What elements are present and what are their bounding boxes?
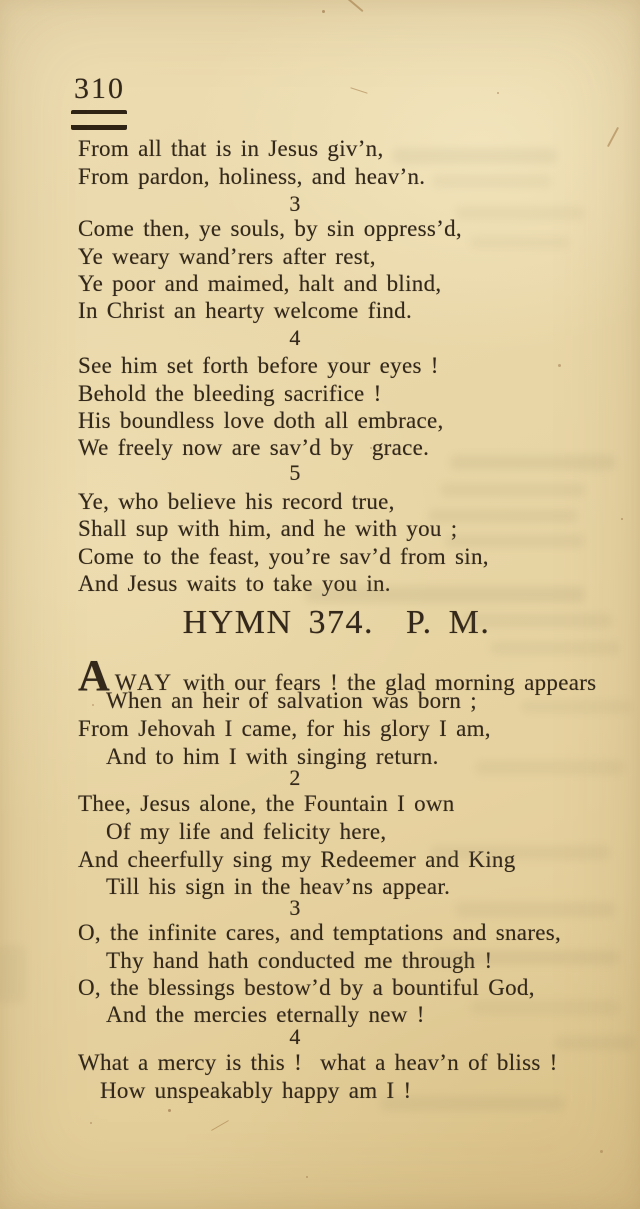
bleed-through-smudge <box>470 1000 620 1015</box>
verse-line: Behold the bleeding sacrifice ! <box>78 381 382 406</box>
verse-line: Ye, who believe his record true, <box>78 489 395 514</box>
stanza-number: 3 <box>289 895 301 920</box>
verse-line: See him set forth before your eyes ! <box>78 353 439 378</box>
verse-line: His boundless love doth all embrace, <box>78 408 444 433</box>
verse-line: Of my life and felicity here, <box>106 819 387 844</box>
stanza-number: 3 <box>289 191 301 216</box>
foxing-speck <box>322 10 325 13</box>
stanza-number: 4 <box>289 325 301 350</box>
foxing-speck <box>600 1150 603 1153</box>
verse-line: What a mercy is this ! what a heav’n of bliss ! <box>78 1050 558 1075</box>
verse-line: And Jesus waits to take you in. <box>78 571 391 596</box>
bleed-through-smudge <box>0 945 26 1003</box>
verse-line: We freely now are sav’d by grace. <box>78 435 430 460</box>
verse-line: How unspeakably happy am I ! <box>100 1078 412 1103</box>
foxing-speck <box>92 704 94 706</box>
bleed-through-smudge <box>432 174 552 188</box>
page-number-rule <box>71 110 127 130</box>
foxing-speck <box>558 364 561 367</box>
bleed-through-smudge <box>520 700 632 714</box>
foxing-speck <box>497 92 499 94</box>
verse-line: From Jehovah I came, for his glory I am, <box>78 716 491 741</box>
verse-line: In Christ an hearty welcome find. <box>78 298 413 323</box>
paper-fiber <box>211 1120 229 1131</box>
foxing-speck <box>621 518 623 520</box>
stanza-number: 4 <box>289 1024 301 1049</box>
bleed-through-smudge <box>392 148 557 164</box>
verse-line: Thee, Jesus alone, the Fountain I own <box>78 791 455 816</box>
stanza-number: 2 <box>289 765 301 790</box>
paper-fiber <box>342 0 363 12</box>
verse-line: O, the infinite cares, and temptations and snares, <box>78 920 562 945</box>
bleed-through-smudge <box>470 236 570 249</box>
foxing-speck <box>90 1122 92 1124</box>
paper-fiber <box>350 87 367 94</box>
verse-line: And cheerfully sing my Redeemer and King <box>78 847 516 872</box>
verse-line: Ye weary wand’rers after rest, <box>78 244 376 269</box>
drop-cap: A <box>78 651 110 700</box>
page-number: 310 <box>74 72 125 105</box>
verse-line: And the mercies eternally new ! <box>106 1002 425 1027</box>
paper-fiber <box>607 127 619 147</box>
verse-line: From all that is in Jesus giv’n, <box>78 136 384 161</box>
verse-line: Ye poor and maimed, halt and blind, <box>78 271 442 296</box>
foxing-speck <box>168 1109 171 1112</box>
stanza-number: 5 <box>289 460 301 485</box>
foxing-speck <box>306 1176 308 1178</box>
verse-line: O, the blessings bestow’d by a bountiful God, <box>78 975 535 1000</box>
verse-line: Thy hand hath conducted me through ! <box>106 948 493 973</box>
verse-line: Come then, ye souls, by sin oppress’d, <box>78 216 462 241</box>
hymn-heading: HYMN 374. P. M. <box>182 604 491 641</box>
verse-line: Shall sup with him, and he with you ; <box>78 516 458 541</box>
verse-line: When an heir of salvation was born ; <box>106 688 477 713</box>
verse-line: Till his sign in the heav’ns appear. <box>106 874 451 899</box>
opening-line-rest: with our fears ! the glad morning appears <box>174 670 597 695</box>
verse-line: And to him I with singing return. <box>106 744 439 769</box>
opening-small-caps: WAY <box>114 670 175 695</box>
verse-line: From pardon, holiness, and heav’n. <box>78 164 426 189</box>
verse-line: Come to the feast, you’re sav’d from sin, <box>78 544 489 569</box>
